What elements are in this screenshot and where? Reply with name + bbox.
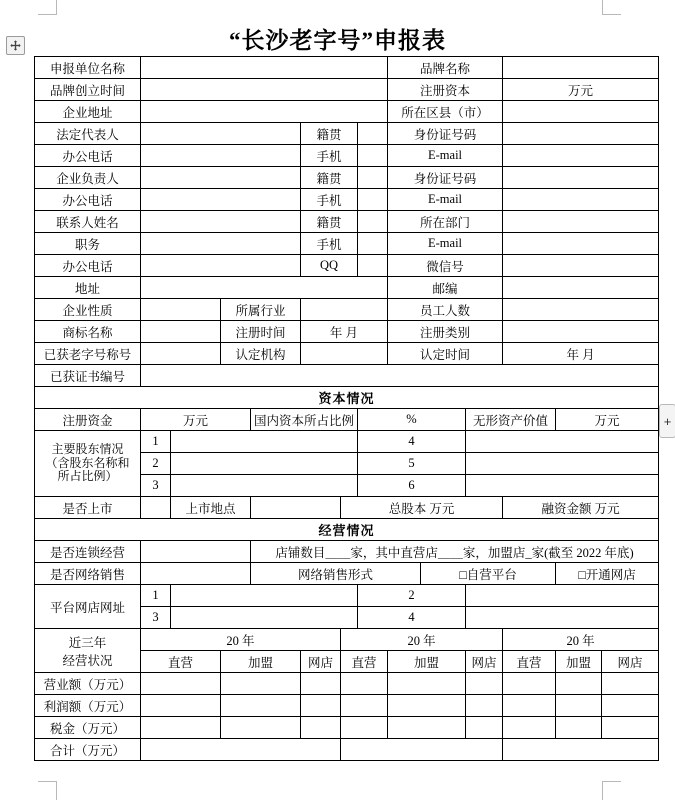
metric-profit-y3-direct[interactable]	[503, 695, 556, 717]
field-label-platform-urls: 平台网店网址	[35, 585, 141, 629]
metric-revenue-y1-direct[interactable]	[141, 673, 221, 695]
field-value-is-listed[interactable]	[141, 497, 171, 519]
field-label-company-head: 企业负责人	[35, 167, 141, 189]
field-label-intangible-value: 无形资产价值	[466, 409, 556, 431]
field-value-company-head[interactable]	[141, 167, 301, 189]
field-label-legal-rep: 法定代表人	[35, 123, 141, 145]
metric-profit-y1-franchise[interactable]	[221, 695, 301, 717]
platform-index-1: 1	[141, 585, 171, 607]
field-label-company-address: 企业地址	[35, 101, 141, 123]
field-value-company-head-id[interactable]	[503, 167, 659, 189]
field-value-listing-place[interactable]	[251, 497, 341, 519]
shareholder-label-line-1: 主要股东情况	[51, 441, 124, 456]
field-value-mobile-2[interactable]	[358, 189, 388, 211]
field-value-brand-founded[interactable]	[141, 79, 388, 101]
section-header-capital: 资本情况	[35, 387, 659, 409]
shareholder-index-3: 3	[141, 475, 171, 497]
table-row	[35, 145, 659, 167]
field-value-registered-capital[interactable]: 万元	[503, 79, 659, 101]
field-value-office-phone-3[interactable]	[141, 255, 301, 277]
performance-year-2[interactable]: 20 年	[341, 629, 503, 651]
metric-revenue-y3-online[interactable]	[602, 673, 659, 695]
metric-label-total: 合计（万元）	[35, 739, 141, 761]
performance-channel-y2-online: 网店	[466, 651, 503, 673]
metric-revenue-y2-direct[interactable]	[341, 673, 388, 695]
field-label-postcode: 邮编	[388, 277, 503, 299]
table-row	[35, 541, 659, 563]
metric-profit-y2-online[interactable]	[466, 695, 503, 717]
table-row	[35, 189, 659, 211]
field-value-employees[interactable]	[503, 299, 659, 321]
table-row	[35, 585, 659, 607]
crop-mark-top-left	[38, 0, 57, 15]
field-label-is-listed: 是否上市	[35, 497, 141, 519]
field-label-mobile-1: 手机	[301, 145, 358, 167]
platform-index-4: 4	[358, 607, 466, 629]
field-label-employees: 员工人数	[388, 299, 503, 321]
table-row	[35, 57, 659, 79]
field-label-mobile-2: 手机	[301, 189, 358, 211]
field-value-email-3[interactable]	[503, 233, 659, 255]
performance-channel-y1-online: 网店	[301, 651, 341, 673]
field-label-industry: 所属行业	[221, 299, 301, 321]
field-value-industry[interactable]	[301, 299, 388, 321]
shareholder-value-3[interactable]	[171, 475, 358, 497]
field-value-intangible-value[interactable]: 万元	[556, 409, 659, 431]
field-label-legal-rep-origin: 籍贯	[301, 123, 358, 145]
checkbox-online-shop[interactable]: □开通网店	[556, 563, 659, 585]
field-label-certify-time: 认定时间	[388, 343, 503, 365]
field-label-existing-title: 已获老字号称号	[35, 343, 141, 365]
field-value-wechat[interactable]	[503, 255, 659, 277]
field-label-office-phone-3: 办公电话	[35, 255, 141, 277]
field-value-postcode[interactable]	[503, 277, 659, 299]
metric-tax-y3-franchise[interactable]	[556, 717, 602, 739]
field-label-brand-founded: 品牌创立时间	[35, 79, 141, 101]
field-label-address: 地址	[35, 277, 141, 299]
field-label-is-online: 是否网络销售	[35, 563, 141, 585]
table-row	[35, 563, 659, 585]
shareholder-index-6: 6	[358, 475, 466, 497]
crop-mark-top-right	[602, 0, 621, 15]
performance-year-1[interactable]: 20 年	[141, 629, 341, 651]
shareholder-value-4[interactable]	[466, 431, 659, 453]
field-label-office-phone-1: 办公电话	[35, 145, 141, 167]
metric-tax-y1-online[interactable]	[301, 717, 341, 739]
field-label-reg-category: 注册类别	[388, 321, 503, 343]
field-label-is-chain: 是否连锁经营	[35, 541, 141, 563]
shareholder-label-line-3: 所占比例）	[57, 469, 118, 484]
field-value-legal-rep-origin[interactable]	[358, 123, 388, 145]
field-value-brand-name[interactable]	[503, 57, 659, 79]
field-value-certifying-body[interactable]	[301, 343, 388, 365]
metric-tax-y1-franchise[interactable]	[221, 717, 301, 739]
field-label-listing-place: 上市地点	[171, 497, 251, 519]
metric-revenue-y2-franchise[interactable]	[388, 673, 466, 695]
table-row	[35, 123, 659, 145]
field-value-company-head-origin[interactable]	[358, 167, 388, 189]
shareholder-index-5: 5	[358, 453, 466, 475]
field-label-mobile-3: 手机	[301, 233, 358, 255]
metric-profit-y2-franchise[interactable]	[388, 695, 466, 717]
performance-year-3[interactable]: 20 年	[503, 629, 659, 651]
metric-profit-y3-franchise[interactable]	[556, 695, 602, 717]
field-label-registered-funds: 注册资金	[35, 409, 141, 431]
field-value-existing-title[interactable]	[141, 343, 221, 365]
field-value-trademark[interactable]	[141, 321, 221, 343]
field-value-registered-funds[interactable]: 万元	[141, 409, 251, 431]
field-label-reg-time: 注册时间	[221, 321, 301, 343]
field-value-company-type[interactable]	[141, 299, 221, 321]
performance-channel-y1-franchise: 加盟	[221, 651, 301, 673]
field-value-reg-category[interactable]	[503, 321, 659, 343]
field-label-applicant-name: 申报单位名称	[35, 57, 141, 79]
metric-label-profit: 利润额（万元）	[35, 695, 141, 717]
metric-tax-y2-direct[interactable]	[341, 717, 388, 739]
performance-label-line-1: 近三年	[68, 635, 107, 650]
platform-value-4[interactable]	[466, 607, 659, 629]
table-row	[35, 233, 659, 255]
field-value-mobile-3[interactable]	[358, 233, 388, 255]
field-label-office-phone-2: 办公电话	[35, 189, 141, 211]
table-row	[35, 167, 659, 189]
metric-tax-y2-franchise[interactable]	[388, 717, 466, 739]
metric-total-y3[interactable]	[503, 739, 659, 761]
field-label-registered-capital: 注册资本	[388, 79, 503, 101]
table-row	[35, 673, 659, 695]
field-value-certify-time[interactable]: 年 月	[503, 343, 659, 365]
table-row	[35, 387, 659, 409]
field-value-applicant-name[interactable]	[141, 57, 388, 79]
checkbox-self-platform[interactable]: □自营平台	[421, 563, 556, 585]
field-label-recent-performance	[35, 629, 141, 673]
shareholder-label-line-2: （含股东名称和	[45, 455, 130, 470]
field-label-email-3: E-mail	[388, 233, 503, 255]
platform-index-3: 3	[141, 607, 171, 629]
field-label-certificate-no: 已获证书编号	[35, 365, 141, 387]
field-value-email-2[interactable]	[503, 189, 659, 211]
shareholder-index-2: 2	[141, 453, 171, 475]
shareholder-index-1: 1	[141, 431, 171, 453]
field-label-department: 所在部门	[388, 211, 503, 233]
platform-index-2: 2	[358, 585, 466, 607]
metric-profit-y3-online[interactable]	[602, 695, 659, 717]
page-title: “长沙老字号”申报表	[229, 28, 446, 53]
field-label-company-type: 企业性质	[35, 299, 141, 321]
field-value-email-1[interactable]	[503, 145, 659, 167]
field-value-contact-name[interactable]	[141, 211, 301, 233]
table-row	[35, 277, 659, 299]
field-label-company-head-id: 身份证号码	[388, 167, 503, 189]
field-label-shareholders	[35, 431, 141, 497]
field-label-financing-amount[interactable]: 融资金额 万元	[503, 497, 659, 519]
table-row	[35, 431, 659, 453]
field-label-brand-name: 品牌名称	[388, 57, 503, 79]
field-value-reg-time[interactable]: 年 月	[301, 321, 388, 343]
field-value-qq[interactable]	[358, 255, 388, 277]
table-row	[35, 629, 659, 651]
platform-value-1[interactable]	[171, 585, 358, 607]
performance-channel-y3-direct: 直营	[503, 651, 556, 673]
field-label-email-2: E-mail	[388, 189, 503, 211]
field-label-wechat: 微信号	[388, 255, 503, 277]
performance-channel-y3-franchise: 加盟	[556, 651, 602, 673]
crop-mark-bottom-left	[38, 781, 57, 800]
field-label-total-shares[interactable]: 总股本 万元	[341, 497, 503, 519]
metric-tax-y3-direct[interactable]	[503, 717, 556, 739]
table-row	[35, 79, 659, 101]
table-row	[35, 519, 659, 541]
field-label-district: 所在区县（市）	[388, 101, 503, 123]
field-label-domestic-ratio: 国内资本所占比例	[251, 409, 358, 431]
field-value-department[interactable]	[503, 211, 659, 233]
shareholder-index-4: 4	[358, 431, 466, 453]
table-row	[35, 409, 659, 431]
metric-revenue-y2-online[interactable]	[466, 673, 503, 695]
shareholder-value-1[interactable]	[171, 431, 358, 453]
metric-profit-y2-direct[interactable]	[341, 695, 388, 717]
field-label-position: 职务	[35, 233, 141, 255]
field-value-office-phone-2[interactable]	[141, 189, 301, 211]
metric-label-tax: 税金（万元）	[35, 717, 141, 739]
table-row	[35, 101, 659, 123]
field-value-legal-rep[interactable]	[141, 123, 301, 145]
table-row	[35, 717, 659, 739]
table-row	[35, 739, 659, 761]
field-label-contact-name: 联系人姓名	[35, 211, 141, 233]
field-value-chain-detail[interactable]: 店铺数目＿＿家，其中直营店＿＿家，加盟店_家(截至 2022 年底)	[251, 541, 659, 563]
shareholder-value-5[interactable]	[466, 453, 659, 475]
platform-value-3[interactable]	[171, 607, 358, 629]
field-value-position[interactable]	[141, 233, 301, 255]
field-label-contact-origin: 籍贯	[301, 211, 358, 233]
field-value-domestic-ratio[interactable]: %	[358, 409, 466, 431]
field-value-company-address[interactable]	[141, 101, 388, 123]
metric-tax-y3-online[interactable]	[602, 717, 659, 739]
application-form-table	[34, 56, 659, 761]
performance-channel-y2-franchise: 加盟	[388, 651, 466, 673]
field-value-is-online[interactable]	[141, 563, 251, 585]
metric-revenue-y1-online[interactable]	[301, 673, 341, 695]
field-value-address[interactable]	[141, 277, 388, 299]
field-value-certificate-no[interactable]	[141, 365, 659, 387]
field-label-qq: QQ	[301, 255, 358, 277]
performance-channel-y2-direct: 直营	[341, 651, 388, 673]
metric-total-y2[interactable]	[341, 739, 503, 761]
field-value-legal-rep-id[interactable]	[503, 123, 659, 145]
insert-column-button[interactable]: +	[659, 404, 675, 438]
table-row	[35, 299, 659, 321]
field-label-certifying-body: 认定机构	[221, 343, 301, 365]
metric-tax-y1-direct[interactable]	[141, 717, 221, 739]
field-label-company-head-origin: 籍贯	[301, 167, 358, 189]
field-value-district[interactable]	[503, 101, 659, 123]
shareholder-value-2[interactable]	[171, 453, 358, 475]
field-label-email-1: E-mail	[388, 145, 503, 167]
field-value-contact-origin[interactable]	[358, 211, 388, 233]
performance-channel-y3-online: 网店	[602, 651, 659, 673]
metric-total-y1[interactable]	[141, 739, 341, 761]
table-row	[35, 343, 659, 365]
platform-value-2[interactable]	[466, 585, 659, 607]
metric-profit-y1-direct[interactable]	[141, 695, 221, 717]
table-row	[35, 497, 659, 519]
metric-tax-y2-online[interactable]	[466, 717, 503, 739]
shareholder-value-6[interactable]	[466, 475, 659, 497]
metric-revenue-y3-direct[interactable]	[503, 673, 556, 695]
field-label-online-form: 网络销售形式	[251, 563, 421, 585]
performance-label-line-2: 经营状况	[62, 653, 113, 668]
field-label-legal-rep-id: 身份证号码	[388, 123, 503, 145]
table-row	[35, 365, 659, 387]
metric-profit-y1-online[interactable]	[301, 695, 341, 717]
performance-channel-y1-direct: 直营	[141, 651, 221, 673]
table-row	[35, 695, 659, 717]
table-row	[35, 211, 659, 233]
table-row	[35, 321, 659, 343]
field-value-mobile-1[interactable]	[358, 145, 388, 167]
crop-mark-bottom-right	[602, 781, 621, 800]
field-value-office-phone-1[interactable]	[141, 145, 301, 167]
field-label-trademark: 商标名称	[35, 321, 141, 343]
metric-label-revenue: 营业额（万元）	[35, 673, 141, 695]
section-header-operation: 经营情况	[35, 519, 659, 541]
table-row	[35, 255, 659, 277]
metric-revenue-y3-franchise[interactable]	[556, 673, 602, 695]
field-value-is-chain[interactable]	[141, 541, 251, 563]
metric-revenue-y1-franchise[interactable]	[221, 673, 301, 695]
